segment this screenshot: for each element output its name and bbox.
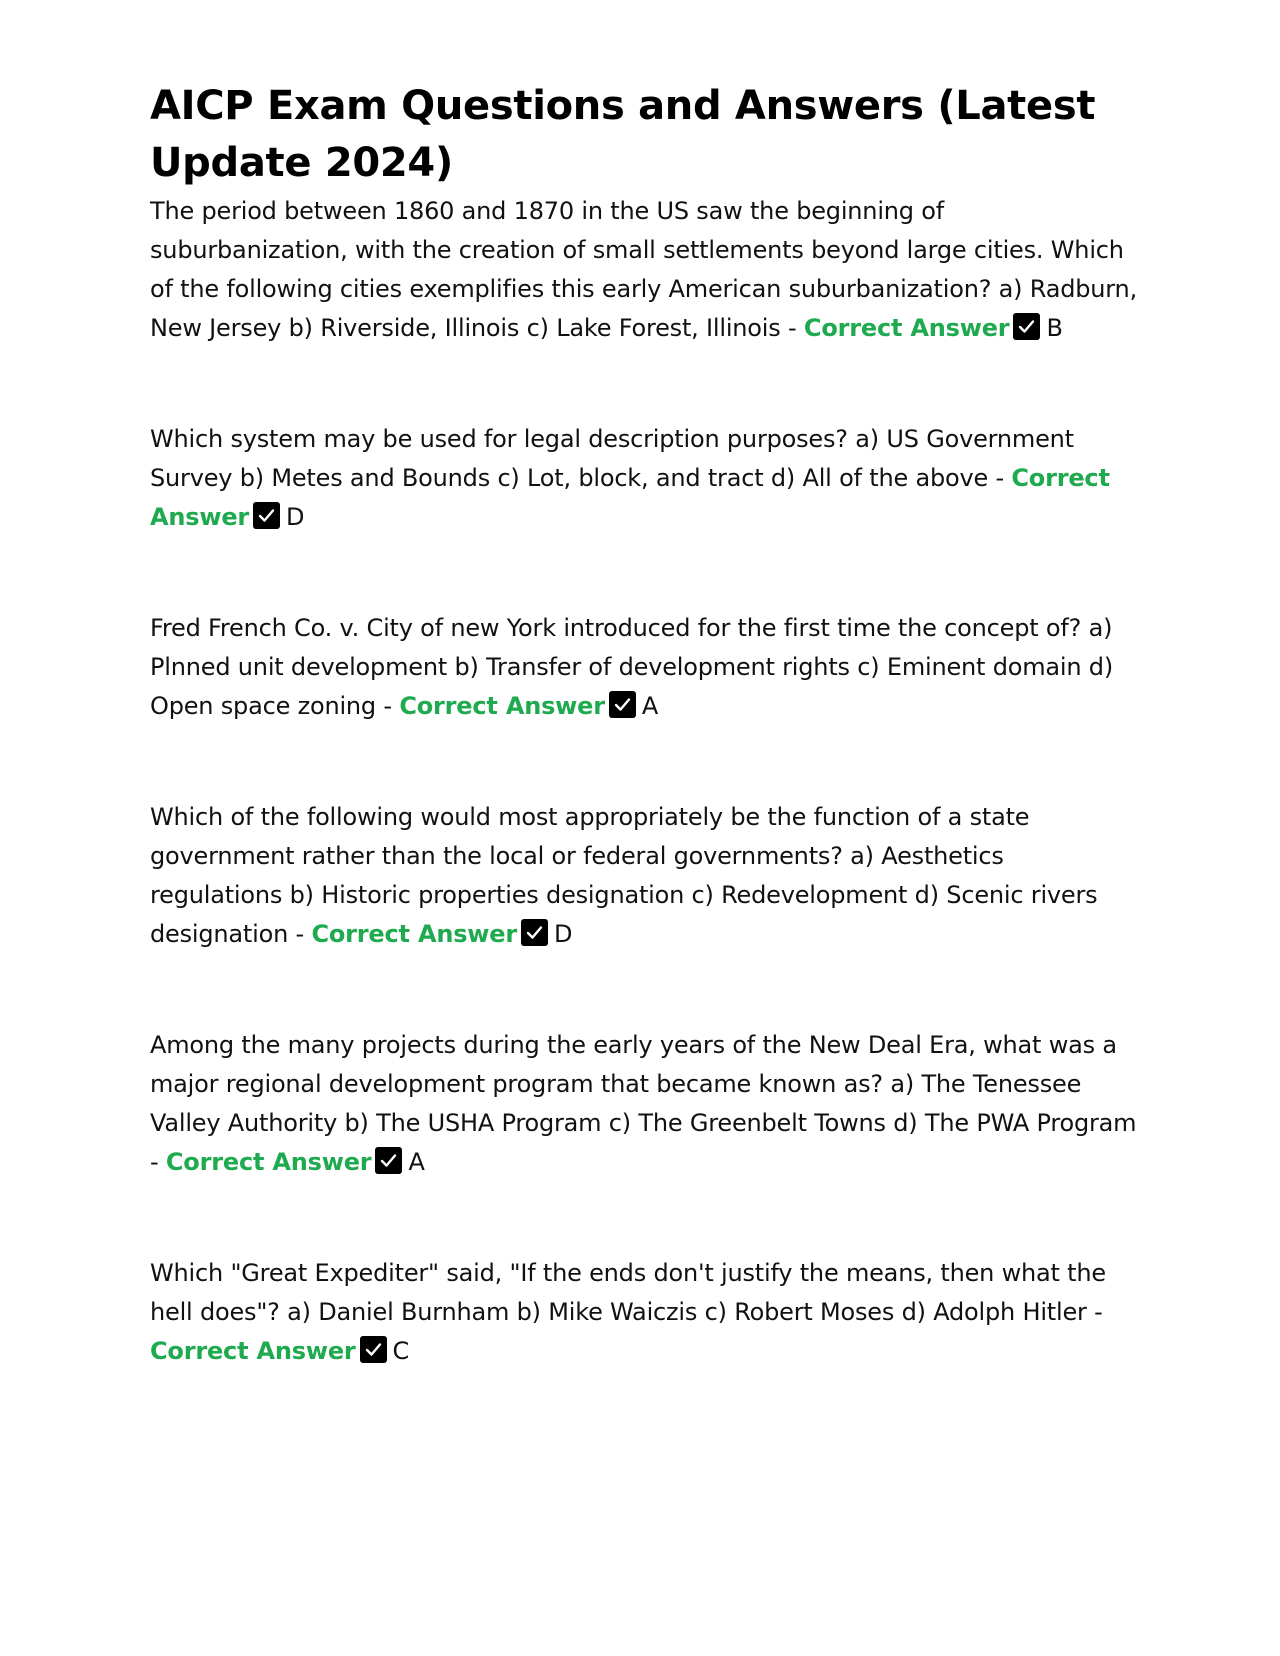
check-box-icon: [253, 502, 280, 529]
qa-item: [150, 1254, 1140, 1371]
check-box-icon: [609, 691, 636, 718]
answer-value: D: [553, 920, 573, 948]
separator: -: [150, 1148, 166, 1176]
answer-value: C: [392, 1337, 410, 1365]
question-text: Which system may be used for legal description purposes? a) US Government Survey b) Metes and Bounds c) Lot, block, and tract d) All of the above: [150, 425, 1074, 492]
correct-answer-label: Correct Answer: [165, 1148, 372, 1176]
question-text: Which of the following would most appropriately be the function of a state government rather than the local or federal governments? a) Aesthetics regulations b) Historic properties designation c) Redevelopment d) Scenic rivers designation: [150, 803, 1098, 948]
correct-answer-label: Correct Answer: [803, 314, 1010, 342]
check-box-icon: [1013, 313, 1040, 340]
separator: -: [780, 314, 804, 342]
check-box-icon: [360, 1336, 387, 1363]
qa-item: [150, 609, 1140, 726]
question-text: Among the many projects during the early years of the New Deal Era, what was a major regional development program that became known as? a) The Tenessee Valley Authority b) The USHA Program c) The Greenbelt Towns d) The PWA Program: [150, 1031, 1137, 1137]
question-text: Fred French Co. v. City of new York introduced for the first time the concept of? a) Plnned unit development b) Transfer of development rights c) Eminent domain d) Open space zoning: [150, 614, 1113, 720]
question-text: Which "Great Expediter" said, "If the ends don't justify the means, then what the hell does"? a) Daniel Burnham b) Mike Waiczis c) Robert Moses d) Adolph Hitler: [150, 1259, 1106, 1326]
answer-value: A: [641, 692, 659, 720]
qa-item: [150, 192, 1140, 348]
separator: -: [375, 692, 400, 720]
check-box-icon: [521, 919, 548, 946]
answer-value: D: [286, 503, 305, 531]
answer-value: A: [408, 1148, 425, 1176]
separator: -: [1086, 1298, 1103, 1326]
question-text: The period between 1860 and 1870 in the US saw the beginning of suburbanization, with the creation of small settlements beyond large cities. Which of the following cities exemplifies this early American suburbanization? a) Radburn, New Jersey b) Riverside, Illinois c) Lake Forest, Illinois: [150, 197, 1137, 342]
qa-item: [150, 1026, 1140, 1182]
document-title: AICP Exam Questions and Answers (Latest Update 2024): [150, 83, 1096, 186]
separator: -: [288, 920, 312, 948]
correct-answer-label: Correct Answer: [150, 1337, 356, 1365]
correct-answer-label: Correct Answer: [311, 920, 517, 948]
answer-value: B: [1046, 314, 1063, 342]
separator: -: [988, 464, 1012, 492]
qa-item: [150, 798, 1140, 954]
qa-item: [150, 420, 1140, 537]
check-box-icon: [375, 1147, 402, 1174]
document-page: [150, 78, 1140, 1443]
correct-answer-label: Correct Answer: [399, 692, 605, 720]
correct-answer-label: Correct Answer: [150, 464, 1110, 531]
